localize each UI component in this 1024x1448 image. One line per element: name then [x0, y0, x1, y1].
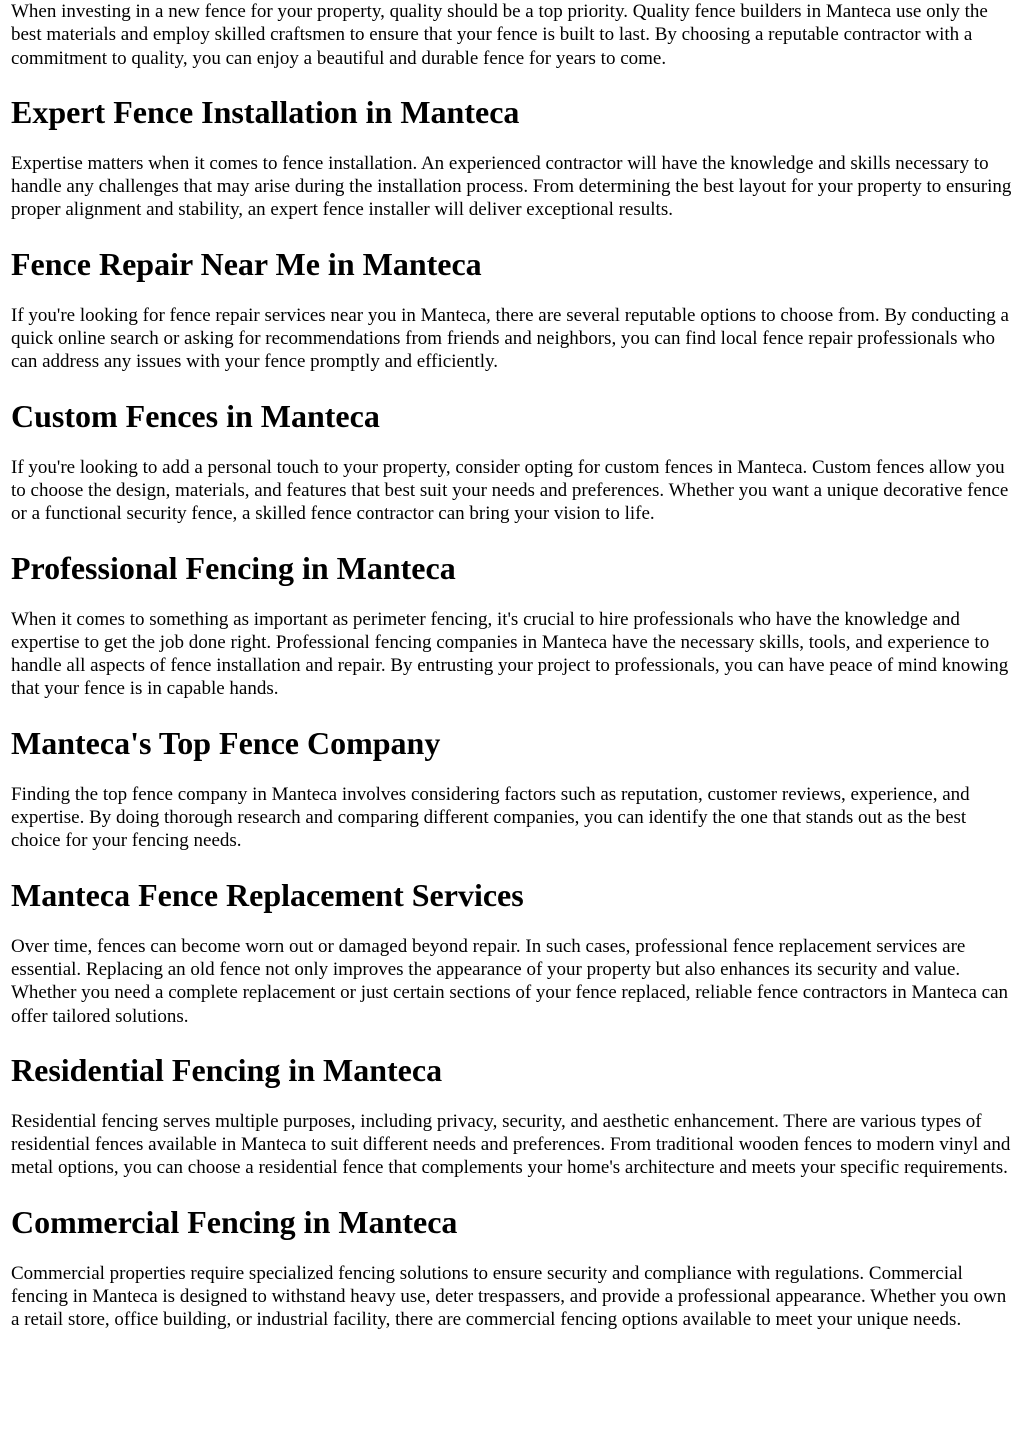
section-body: Commercial properties require specialized fencing solutions to ensure security and compliance with regulations. Commercial fencing in Manteca is designed to withstand heavy use, deter trespassers, and provide a professional appearance. Whether you own a retail store, office building, or industrial facility, there are commercial fencing options available to meet your unique needs. — [11, 1262, 1007, 1331]
section-fence-replacement — [11, 877, 1013, 1028]
section-body: Expertise matters when it comes to fence installation. An experienced contractor will have the knowledge and skills necessary to handle any challenges that may arise during the installation process. From determining the best layout for your property to ensuring proper alignment and stability, an expert fence installer will deliver exceptional results. — [11, 152, 1012, 221]
section-heading: Custom Fences in Manteca — [11, 397, 380, 434]
section-custom-fences — [11, 398, 1013, 526]
section-heading: Fence Repair Near Me in Manteca — [11, 245, 482, 282]
section-residential-fencing — [11, 1052, 1013, 1180]
intro-paragraph: When investing in a new fence for your property, quality should be a top priority. Quality fence builders in Manteca use only the best materials and employ skilled craftsmen to ensure that your fence is built to last. By choosing a reputable contractor with a commitment to quality, you can enjoy a beautiful and durable fence for years to come. — [11, 1, 988, 69]
section-body: Residential fencing serves multiple purposes, including privacy, security, and aesthetic enhancement. There are various types of residential fences available in Manteca to suit different needs and preferences. From traditional wooden fences to modern vinyl and metal options, you can choose a residential fence that complements your home's architecture and meets your specific requirements. — [11, 1110, 1011, 1179]
section-commercial-fencing — [11, 1204, 1013, 1332]
section-heading: Expert Fence Installation in Manteca — [11, 93, 520, 130]
section-professional-fencing — [11, 550, 1013, 701]
section-heading: Manteca's Top Fence Company — [11, 724, 441, 761]
section-top-fence-company — [11, 725, 1013, 853]
section-expert-installation — [11, 94, 1013, 222]
section-body: When it comes to something as important as perimeter fencing, it's crucial to hire professionals who have the knowledge and expertise to get the job done right. Professional fencing companies in Manteca have the necessary skills, tools, and experience to handle all aspects of fence installation and repair. By entrusting your project to professionals, you can have peace of mind knowing that your fence is in capable hands. — [11, 608, 1009, 700]
section-heading: Commercial Fencing in Manteca — [11, 1203, 458, 1240]
section-body: If you're looking to add a personal touch to your property, consider opting for custom fences in Manteca. Custom fences allow you to choose the design, materials, and features that best suit your needs and preferences. Whether you want a unique decorative fence or a functional security fence, a skilled fence contractor can bring your vision to life. — [11, 456, 1009, 525]
section-body: Over time, fences can become worn out or damaged beyond repair. In such cases, professional fence replacement services are essential. Replacing an old fence not only improves the appearance of your property but also enhances its security and value. Whether you need a complete replacement or just certain sections of your fence replaced, reliable fence contractors in Manteca can offer tailored solutions. — [11, 935, 1009, 1027]
section-fence-repair — [11, 246, 1013, 374]
section-body: Finding the top fence company in Manteca involves considering factors such as reputation, customer reviews, experience, and expertise. By doing thorough research and comparing different companies, you can identify the one that stands out as the best choice for your fencing needs. — [11, 783, 970, 852]
section-heading: Manteca Fence Replacement Services — [11, 876, 524, 913]
section-body: If you're looking for fence repair services near you in Manteca, there are several reputable options to choose from. By conducting a quick online search or asking for recommendations from friends and neighbors, you can find local fence repair professionals who can address any issues with your fence promptly and efficiently. — [11, 304, 1009, 373]
section-heading: Residential Fencing in Manteca — [11, 1051, 443, 1088]
section-heading: Professional Fencing in Manteca — [11, 549, 456, 586]
